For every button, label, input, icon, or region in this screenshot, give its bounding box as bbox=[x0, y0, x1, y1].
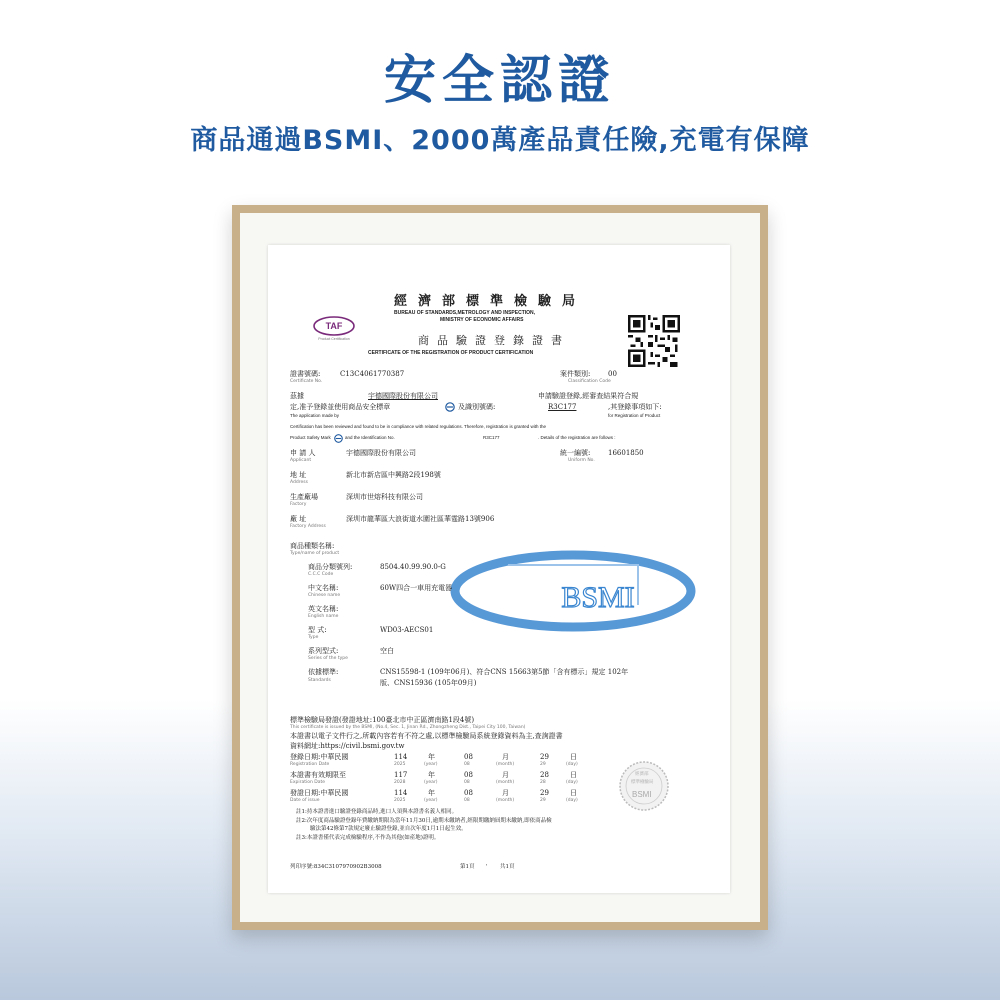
issue-en: Date of issue bbox=[290, 798, 320, 803]
issue-day-cn: 日 bbox=[570, 789, 577, 797]
type-label: 型 式: bbox=[308, 626, 327, 634]
agency-name-en-1: BUREAU OF STANDARDS,METROLOGY AND INSPECTION, bbox=[394, 310, 536, 316]
intro-en-1r: for Registration of Product bbox=[608, 413, 661, 418]
safety-mark-icon-2 bbox=[334, 434, 343, 443]
issue-men-val: 08 bbox=[464, 798, 470, 803]
exp-month-cn: 月 bbox=[502, 771, 509, 779]
intro-line2-c: ,其登錄事項如下: bbox=[608, 403, 662, 411]
exp-label: 本證書有效期限至 bbox=[290, 771, 346, 779]
qr-code-icon bbox=[628, 315, 680, 367]
class-label: 案件類別: bbox=[560, 370, 591, 378]
uniform-en: Uniform No. bbox=[568, 458, 595, 463]
page-separator: ' bbox=[486, 864, 488, 870]
applicant-en: Applicant bbox=[290, 458, 312, 463]
note-2: 註2:次年度商品驗證登錄年費繳納期限為當年11月30日,逾期未繳納者,經限期繳納屆期未繳納,即依商品檢 bbox=[296, 818, 552, 824]
issue-label: 發證日期:中華民國 bbox=[290, 789, 349, 797]
class-en: Classification Code bbox=[568, 379, 611, 384]
issue-ey: 2025 bbox=[394, 798, 406, 803]
frame-mat bbox=[240, 213, 760, 922]
exp-yen: (year) bbox=[424, 780, 438, 785]
address-value: 新北市新店區中興路2段198號 bbox=[346, 471, 441, 479]
page-total: 共1頁 bbox=[500, 864, 515, 870]
issue-year: 114 bbox=[394, 789, 408, 797]
intro-line2-a: 定,准予登錄並使用商品安全標章 bbox=[290, 403, 391, 411]
issue-yen: (year) bbox=[424, 798, 438, 803]
note-3: 註3:本證書僅代表完成檢驗程序,不作為其他(如產地)證明。 bbox=[296, 835, 440, 841]
factory-address-en: Factory Address bbox=[290, 524, 326, 529]
print-serial: 列印序號:834C3107970902B3008 bbox=[290, 864, 382, 870]
ccc-label: 商品分類號列: bbox=[308, 563, 353, 571]
cname-label: 中文名稱: bbox=[308, 584, 339, 592]
standards-label: 依據標準: bbox=[308, 668, 339, 676]
agency-name-en-2: MINISTRY OF ECONOMIC AFFAIRS bbox=[440, 317, 524, 323]
reg-date-en: Registration Date bbox=[290, 762, 330, 767]
svg-text:Product Certification: Product Certification bbox=[318, 337, 350, 341]
note-2b: 驗法第42條第7款規定廢止驗證登錄,並自次年度1月1日起生效。 bbox=[310, 826, 467, 832]
class-value: 00 bbox=[608, 370, 617, 378]
product-label: 商品種類名稱: bbox=[290, 542, 335, 550]
cname-value: 60W四合一車用充電器 bbox=[380, 584, 453, 592]
page-title: 安全認證 bbox=[383, 51, 616, 111]
issue-year-cn: 年 bbox=[428, 789, 435, 797]
reg-date-day-cn: 日 bbox=[570, 753, 577, 761]
intro-en-3code: R3C177 bbox=[483, 435, 500, 440]
exp-den: (day) bbox=[566, 780, 578, 785]
intro-en-2: Certification has been reviewed and found to be in compliance with related regulations. Therefore, registration is granted with the bbox=[290, 424, 547, 429]
series-value: 空白 bbox=[380, 647, 394, 655]
intro-company: 宇德國際股份有限公司 bbox=[368, 392, 438, 400]
standards-en: Standards bbox=[308, 678, 331, 683]
intro-en-3c: . Details of the registration are follows : bbox=[538, 435, 616, 440]
seal-bot: BSMI bbox=[632, 790, 652, 799]
doc-title-en: CERTIFICATE OF THE REGISTRATION OF PRODUCT CERTIFICATION bbox=[368, 350, 534, 356]
cert-no-label: 證書號碼: bbox=[290, 370, 321, 378]
exp-ey: 2028 bbox=[394, 780, 406, 785]
exp-men-val: 08 bbox=[464, 780, 470, 785]
footer-issuer-en: This certificate is issued by the BSMI, (No.4, Sec. 1, Jinan Rd., Zhongzheng Dist., Taipei City 100, Taiwan) bbox=[290, 725, 526, 730]
factory-address-value: 深圳市龍華區大浪街道水圍社區華霆路13號906 bbox=[346, 515, 495, 523]
intro-line2-b: 及識別號碼: bbox=[458, 403, 496, 411]
factory-label: 生產廠場 bbox=[290, 493, 318, 501]
issue-men: (month) bbox=[496, 798, 515, 803]
page-subtitle: 商品通過BSMI、2000萬產品責任險,充電有保障 bbox=[190, 125, 810, 156]
exp-month: 08 bbox=[464, 771, 473, 779]
reg-date-den: (day) bbox=[566, 762, 578, 767]
safety-mark-icon bbox=[445, 402, 455, 412]
applicant-label: 申 請 人 bbox=[290, 449, 316, 457]
reg-date-yen: (year) bbox=[424, 762, 438, 767]
doc-title-cn: 商品驗證登錄證書 bbox=[418, 334, 570, 347]
footer-issuer: 標準檢驗局發證(發證地址:100臺北市中正區濟南路1段4號) bbox=[290, 716, 475, 724]
taf-logo-icon bbox=[311, 315, 357, 345]
issue-day: 29 bbox=[540, 789, 549, 797]
reg-date-men-val: 08 bbox=[464, 762, 470, 767]
footer-url: 資料網址:https://civil.bsmi.gov.tw bbox=[290, 742, 405, 750]
reg-date-den-val: 29 bbox=[540, 762, 546, 767]
applicant-value: 宇德國際股份有限公司 bbox=[346, 449, 416, 457]
seal-mid: 標準檢驗局 bbox=[631, 780, 654, 785]
series-en: Series of the type bbox=[308, 656, 348, 661]
address-en: Address bbox=[290, 480, 308, 485]
exp-men: (month) bbox=[496, 780, 515, 785]
exp-year-cn: 年 bbox=[428, 771, 435, 779]
exp-den-val: 28 bbox=[540, 780, 546, 785]
reg-date-year: 114 bbox=[394, 753, 408, 761]
bsmi-seal-icon bbox=[618, 760, 670, 812]
reg-date-ey: 2025 bbox=[394, 762, 406, 767]
svg-text:TAF: TAF bbox=[325, 321, 343, 331]
cname-en: Chinese name bbox=[308, 593, 341, 598]
certificate-document bbox=[268, 245, 730, 893]
uniform-label: 統一編號: bbox=[560, 449, 591, 457]
address-label: 地 址 bbox=[290, 471, 307, 479]
exp-year: 117 bbox=[394, 771, 408, 779]
intro-en-1: The application made by bbox=[290, 413, 340, 418]
intro-en-3a: Product Safety Mark bbox=[290, 435, 331, 440]
reg-date-men: (month) bbox=[496, 762, 515, 767]
page-number: 第1頁 bbox=[460, 864, 475, 870]
ename-en: English name bbox=[308, 614, 339, 619]
ccc-en: C.C.C Code bbox=[308, 572, 334, 577]
ccc-value: 8504.40.99.90.0-G bbox=[380, 563, 446, 571]
reg-date-label: 登錄日期:中華民國 bbox=[290, 753, 349, 761]
seal-top: 經濟部 bbox=[635, 772, 649, 777]
issue-month: 08 bbox=[464, 789, 473, 797]
series-label: 系列型式: bbox=[308, 647, 339, 655]
bsmi-watermark-icon bbox=[448, 547, 698, 635]
reg-date-year-cn: 年 bbox=[428, 753, 435, 761]
ename-label: 英文名稱: bbox=[308, 605, 339, 613]
cert-no-value: C13C4061770387 bbox=[340, 370, 405, 378]
type-en: Type bbox=[308, 635, 319, 640]
type-value: WD03-AECS01 bbox=[380, 626, 434, 634]
exp-day: 28 bbox=[540, 771, 549, 779]
reg-date-month-cn: 月 bbox=[502, 753, 509, 761]
agency-name-cn: 經濟部標準檢驗局 bbox=[394, 294, 587, 309]
factory-value: 深圳市世熔科技有限公司 bbox=[346, 493, 423, 501]
reg-date-day: 29 bbox=[540, 753, 549, 761]
factory-address-label: 廠 址 bbox=[290, 515, 307, 523]
issue-den-val: 29 bbox=[540, 798, 546, 803]
reg-date-month: 08 bbox=[464, 753, 473, 761]
issue-month-cn: 月 bbox=[502, 789, 509, 797]
cert-no-en: Certificate No. bbox=[290, 379, 323, 384]
standards-value-1: CNS15598-1 (109年06月)、符合CNS 15663第5節「含有標示」規定 102年 bbox=[380, 668, 629, 676]
intro-line2-code: R3C177 bbox=[548, 403, 577, 411]
uniform-value: 16601850 bbox=[608, 449, 644, 457]
product-en: Type/name of product bbox=[290, 551, 340, 556]
picture-frame bbox=[232, 205, 768, 930]
standards-value-2: 版、CNS15936 (105年09月) bbox=[380, 679, 477, 687]
intro-a: 茲據 bbox=[290, 392, 304, 400]
svg-text:BSMI: BSMI bbox=[561, 581, 635, 614]
exp-en: Expiration Date bbox=[290, 780, 326, 785]
exp-day-cn: 日 bbox=[570, 771, 577, 779]
note-1: 註1:持本證書進口驗證登錄商品時,進口人須與本證書名義人相同。 bbox=[296, 809, 458, 815]
footer-note: 本證書以電子文件行之,所載內容若有不符之處,以標準檢驗局系統登錄資料為主,查詢證書 bbox=[290, 732, 563, 740]
issue-den: (day) bbox=[566, 798, 578, 803]
factory-en: Factory bbox=[290, 502, 307, 507]
intro-en-3b: and the Identification No. bbox=[345, 435, 395, 440]
intro-b: 申請驗證登錄,經審查結果符合規 bbox=[538, 392, 639, 400]
